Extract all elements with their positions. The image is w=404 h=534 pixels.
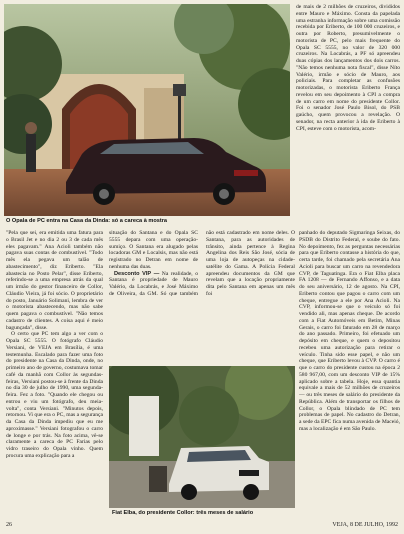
paragraph: panhado do deputado Sigmaringa Seixas, do PSDB do Distrito Federal, e soube do fato. No depoimento, fez as perguntas necessárias para que Eriberto contasse a história do que, certa tarde, foi chamado pela secretária Ana Acioli para buscar um carro na revendedora CVP, de Taguatinga. Era o Fiat Elba placa FA 1208 — de Fernando Affonso, e a data do seu aniversário, 12 de agosto. Na CPI, Eriberto contou que pagou o carro com um cheque, entregue a ele por Ana Acioli. Na CVP, informou-se que o veículo só foi vendido ali, mas apenas cheque. De acordo com a Fiat Automóveis em Betim, Minas Gerais, o carro foi faturado em 28 de março do ano passado. Primeiro, foi efetuado um depósito em cheque, e quem o depositou recebeu uma autorização para retirar o veículo. Tinha sido esse papel, e não um cheque, que Eriberto levou à CVP. O carro é que o carro do presidente custou na época 2 580 967,00, com um desconto VIP de 15% aplicado sobre a tabela. Hoje, essa quantia equivale a mais de 52 milhões de cruzeiros — ou três meses de salário do presidente da República. Além de transportar os filhos de Collor, o Opala blindado de PC tem problemas de papel. No cadastro do Detran, a sede da EPC fica numa avenida de Maceió, mas a localização é em São Paulo.	[299, 230, 400, 432]
text-column-right	[299, 230, 400, 520]
paragraph-text: Na realidade, o Santana é propriedade de Mauro Valério, da Locabrás, e José Máximo de Oliveira, da GM. Só que também não está cadastrado em nome deles. O Santana, para as autoridades de trânsito, ainda pertence à Regina Angelina dos Reis São José, sócia de uma loja de autopeças na cidade-satélite do Gama. A Polícia Federal apreendeu documentos da GM que revelam que a locação propriamente dita pelo Santana em apenas um mês foi	[109, 230, 295, 297]
magazine-footer: VEJA, 8 DE JULHO, 1992	[332, 522, 398, 528]
subheading: Desconto VIP —	[114, 270, 160, 277]
top-photo	[4, 4, 290, 216]
page-number: 26	[6, 522, 12, 528]
text-column-left	[6, 230, 103, 520]
opala-casa-da-dinda-photo	[4, 4, 290, 216]
text-column-middle	[109, 230, 295, 368]
paragraph: "Pela que sei, era emitida uma fatura para o Brasil Jet e no dia 2 ou 3 de cada mês eles pagavam." Ana Acioli também não pagava suas contas de combustível. "Todo mês ela pegava um talão de abastecimento", diz Eriberto. "Ela abastecia no Posto Pelar", disse Eriberto, referindo-se a uma empresa atrás da qual um irmão do gestor financeiro de Collor, Cláudio Vieira, já foi sócio. O proprietário do posto, Januário Solimani, lembra de ver o motorista abastecendo, mas não sabe quem pagava o combustível. "Não temos cadastro de clientes. A coisa aqui é meio bagunçada", disse.	[6, 230, 103, 331]
paragraph: situação do Santana e do Opala SC 5555 depara com uma operação-sumiço. O Santana era alugado pelas locadoras GM e Localsis, mas não está registrado no Detran em nome de nenhuma das duas.	[109, 230, 198, 270]
fiat-elba-photo	[109, 366, 295, 508]
text-column-top-right	[296, 4, 400, 230]
bottom-photo	[109, 366, 295, 508]
paragraph: O certo que PC tem algo a ver com o Opala SC 5555. O fotógrafo Cláudio Versiani, de VEJA em Brasília, é uma testemunha. Escalado para fazer uma foto do presidente na Casa da Dinda, onde, no primeiro ano de governo, costumava tomar café da manhã com Collor às segundas-feiras, Versiani postou-se à frente da Dinda no dia 30 de julho de 1990, uma segunda-feira. Fez a foto. "Quando ele chegou ou entrou e viu um fotógrafo, deu meia-volta", conta Versiani. "Minutos depois, retornou. Vi que era o PC, mas a segurança da Casa da Dinda impediu que eu me aproximasse." Versiani fotografou o carro de longe e por trás. Na foto acima, vê-se claramente a careca de PC Farias pelo vidro traseiro do Opala vinho. Quem procura uma explicação para a	[6, 331, 103, 459]
top-photo-caption: O Opala de PC entra na Casa da Dinda: só a careca à mostra	[6, 218, 168, 224]
paragraph: de mais de 2 milhões de cruzeiros, divididos entre Mauro e Máximo. Consta da papelada uma estranha informação sobre uma comissão recebida por Eriberto, de 100 000 cruzeiros, e outra por Roberto, presumivelmente o motorista de PC, pelo mais frequente do Opala SC 5555, no valor de 320 000 cruzeiros. Na Locabrás, a PF só apreendeu duas cópias dos lançamentos dos dois carros. "Não temos nenhuma nota fiscal", disse Níto Valério, irmão e sócio de Mauro, aos policiais. Para completar as confusões motorizadas, o motorista Eriberto França revelou em seu depoimento à CPI a compra de um carro em nome do presidente Collor. Foi o senador José Paulo Bisol, do PSB gaúcho, quem provocou a revelação. O senador, na recta anterior à ida de Eriberto à CPI, esteve com o motorista, acom-	[296, 4, 400, 132]
bottom-photo-caption: Fiat Elba, do presidente Collor: três meses de salário	[112, 510, 254, 516]
